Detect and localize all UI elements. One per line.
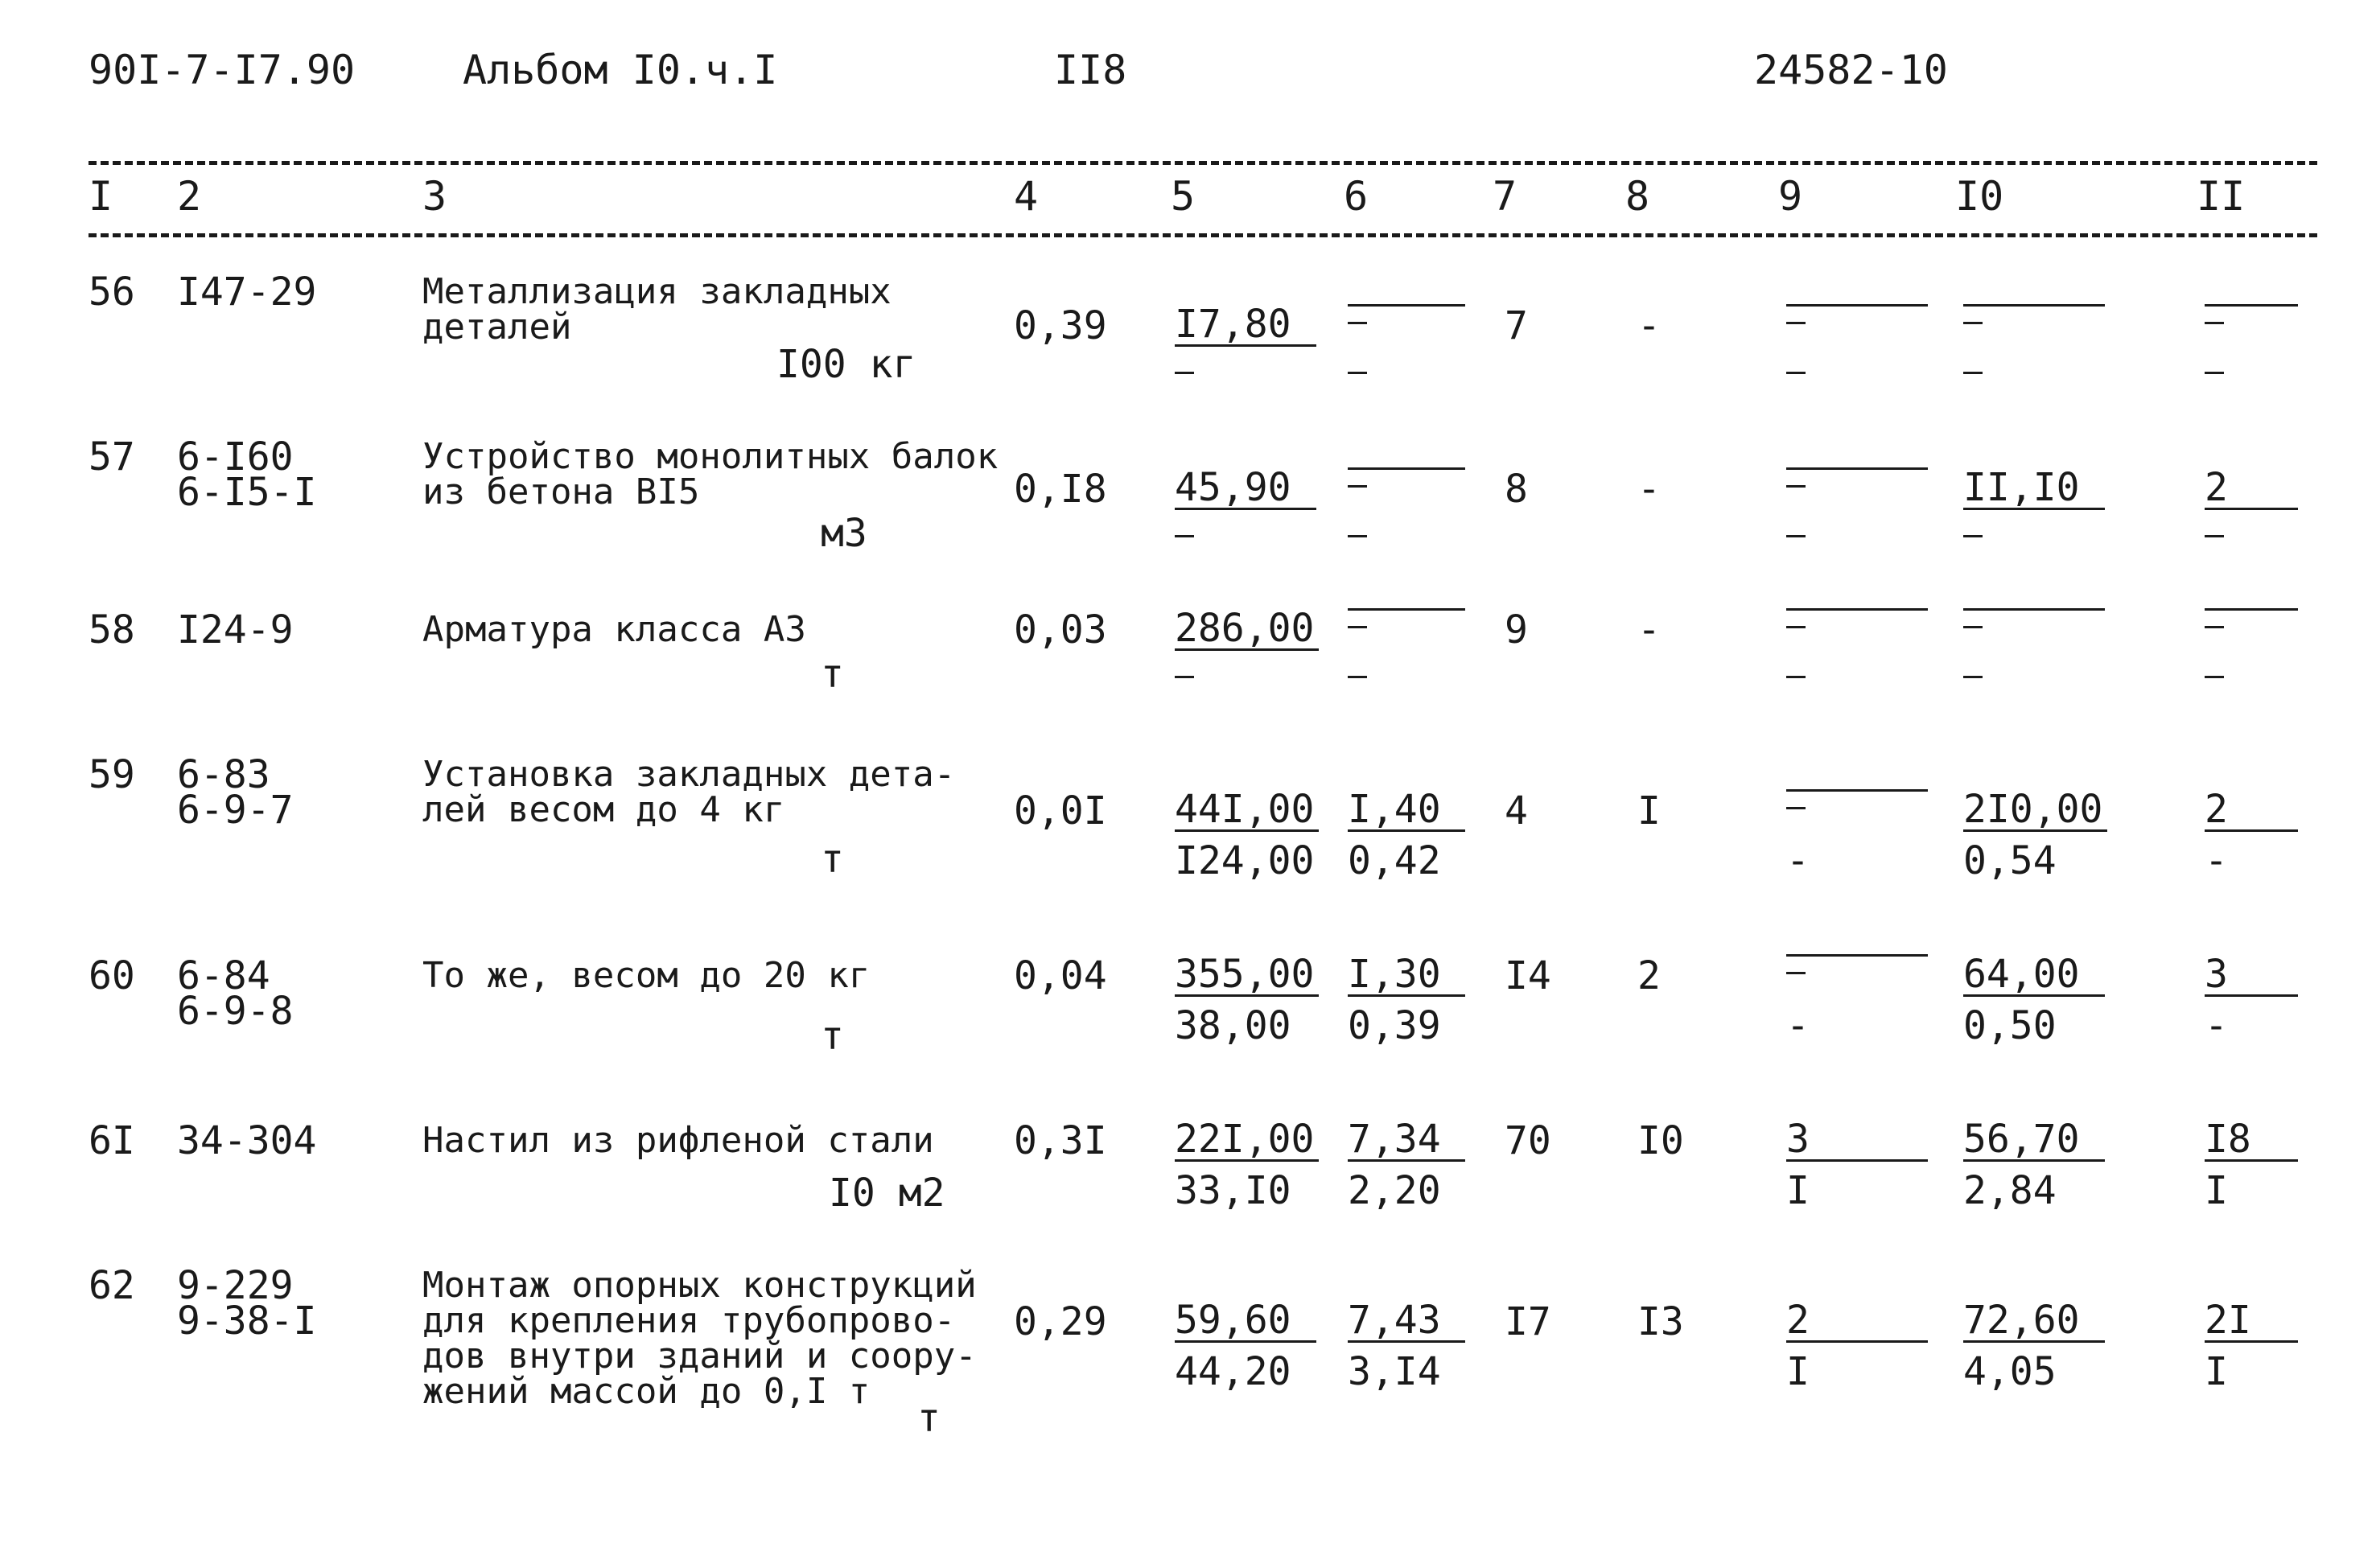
c10-denominator-dash <box>1963 372 1983 374</box>
c10-numerator: 72,60 <box>1963 1300 2105 1343</box>
column-header: I0 <box>1955 173 2004 220</box>
rate-code: 6-I60 <box>177 434 294 479</box>
c9-dash-mark <box>1786 322 1806 324</box>
c9-denominator: I <box>1786 1349 1810 1394</box>
col7-value: I4 <box>1505 953 1551 998</box>
c6-numerator: 7,43 <box>1348 1300 1465 1343</box>
column-header: II <box>2197 173 2246 220</box>
c9-denominator-dash <box>1786 676 1806 678</box>
work-description: Настил из рифленой стали <box>422 1120 934 1161</box>
rate-code: I47-29 <box>177 270 317 315</box>
c10-denominator: 4,05 <box>1963 1349 2057 1394</box>
rate-code: 34-304 <box>177 1118 317 1163</box>
rate-code: 6-84 <box>177 953 270 998</box>
work-description: жений массой до 0,I т <box>422 1371 871 1412</box>
rate-code-secondary: 6-9-8 <box>177 989 294 1034</box>
c10-numerator <box>1963 608 2105 611</box>
c9-denominator: I <box>1786 1168 1810 1213</box>
work-description: Устройство монолитных балок <box>422 436 999 477</box>
dashed-rule-top <box>89 161 2317 165</box>
c10-dash-mark <box>1963 626 1983 628</box>
c11-denominator: I <box>2205 1168 2228 1213</box>
c9-denominator-dash <box>1786 372 1806 374</box>
col8-value: I0 <box>1637 1118 1684 1163</box>
column-header: I <box>89 173 113 220</box>
c11-denominator: I <box>2205 1349 2228 1394</box>
document-code: 90I-7-I7.90 <box>89 47 356 93</box>
c5-numerator: 45,90 <box>1175 467 1316 510</box>
c6-numerator: I,30 <box>1348 954 1465 997</box>
column-header: 6 <box>1344 173 1369 220</box>
quantity-value: 0,I8 <box>1014 467 1107 512</box>
quantity-value: 0,04 <box>1014 953 1107 998</box>
c10-numerator: II,I0 <box>1963 467 2105 510</box>
c11-dash-mark <box>2205 322 2224 324</box>
c10-dash-mark <box>1963 322 1983 324</box>
c5-denominator: I24,00 <box>1175 838 1315 883</box>
row-number: 6I <box>89 1118 135 1163</box>
c5-numerator: I7,80 <box>1175 304 1316 347</box>
c11-numerator: 3 <box>2205 954 2298 997</box>
c6-denominator: 2,20 <box>1348 1168 1441 1213</box>
c11-numerator: 2 <box>2205 789 2298 832</box>
work-description: для крепления трубопрово- <box>422 1300 956 1341</box>
c11-numerator: I8 <box>2205 1119 2298 1162</box>
work-description: Металлизация закладных <box>422 271 892 312</box>
column-header: 5 <box>1171 173 1196 220</box>
c6-denominator: 0,39 <box>1348 1003 1441 1048</box>
c9-numerator <box>1786 467 1928 470</box>
c11-numerator: 2I <box>2205 1300 2298 1343</box>
work-description: дов внутри зданий и соору- <box>422 1335 977 1377</box>
c9-denominator: - <box>1786 1003 1810 1048</box>
row-number: 58 <box>89 607 135 652</box>
c6-denominator: 0,42 <box>1348 838 1441 883</box>
rate-code-secondary: 6-9-7 <box>177 788 294 833</box>
quantity-value: 0,0I <box>1014 788 1107 833</box>
col8-value: - <box>1637 467 1661 512</box>
unit-of-measure: т <box>821 652 844 697</box>
c5-denominator: 44,20 <box>1175 1349 1291 1394</box>
c6-numerator <box>1348 608 1465 611</box>
column-header: 4 <box>1014 173 1039 220</box>
c9-numerator <box>1786 608 1928 611</box>
column-header: 9 <box>1778 173 1803 220</box>
document-id: 24582-10 <box>1754 47 1948 93</box>
col7-value: 8 <box>1505 467 1528 512</box>
quantity-value: 0,3I <box>1014 1118 1107 1163</box>
row-number: 62 <box>89 1263 135 1308</box>
c6-dash-mark <box>1348 485 1367 488</box>
work-description: деталей <box>422 307 572 348</box>
c11-denominator-dash <box>2205 676 2224 678</box>
c11-denominator: - <box>2205 838 2228 883</box>
rate-code-secondary: 6-I5-I <box>177 470 317 515</box>
c10-denominator: 0,50 <box>1963 1003 2057 1048</box>
column-header: 2 <box>177 173 202 220</box>
work-description: лей весом до 4 кг <box>422 789 785 830</box>
col7-value: 9 <box>1505 607 1528 652</box>
c11-denominator-dash <box>2205 535 2224 537</box>
work-description: из бетона BI5 <box>422 471 700 512</box>
c9-numerator <box>1786 954 1928 957</box>
col8-value: 2 <box>1637 953 1661 998</box>
row-number: 57 <box>89 434 135 479</box>
quantity-value: 0,29 <box>1014 1299 1107 1344</box>
c9-numerator: 2 <box>1786 1300 1928 1343</box>
c9-denominator-dash <box>1786 535 1806 537</box>
c5-denominator: 38,00 <box>1175 1003 1291 1048</box>
c6-numerator: 7,34 <box>1348 1119 1465 1162</box>
unit-of-measure: т <box>821 1014 844 1059</box>
col7-value: 70 <box>1505 1118 1551 1163</box>
c10-denominator: 0,54 <box>1963 838 2057 883</box>
unit-of-measure: м3 <box>821 511 867 556</box>
column-header: 7 <box>1493 173 1517 220</box>
work-description: Установка закладных дета- <box>422 754 956 795</box>
column-header: 3 <box>422 173 447 220</box>
c10-numerator: 56,70 <box>1963 1119 2105 1162</box>
c6-dash-mark <box>1348 626 1367 628</box>
c6-numerator: I,40 <box>1348 789 1465 832</box>
unit-of-measure: т <box>821 837 844 882</box>
quantity-value: 0,39 <box>1014 303 1107 348</box>
c9-dash-mark <box>1786 626 1806 628</box>
work-description: То же, весом до 20 кг <box>422 955 871 996</box>
c6-dash-mark <box>1348 322 1367 324</box>
c11-dash-mark <box>2205 626 2224 628</box>
c5-numerator: 355,00 <box>1175 954 1319 997</box>
c9-dash-mark <box>1786 972 1806 974</box>
c11-numerator <box>2205 304 2298 307</box>
rate-code: I24-9 <box>177 607 294 652</box>
c6-denominator-dash <box>1348 676 1367 678</box>
c11-denominator: - <box>2205 1003 2228 1048</box>
quantity-value: 0,03 <box>1014 607 1107 652</box>
c5-numerator: 44I,00 <box>1175 789 1319 832</box>
c6-denominator-dash <box>1348 372 1367 374</box>
c9-denominator: - <box>1786 838 1810 883</box>
c5-denominator-dash <box>1175 676 1194 678</box>
row-number: 56 <box>89 270 135 315</box>
c6-denominator: 3,I4 <box>1348 1349 1441 1394</box>
c11-denominator-dash <box>2205 372 2224 374</box>
work-description: Монтаж опорных конструкций <box>422 1265 977 1306</box>
c10-numerator: 2I0,00 <box>1963 789 2107 832</box>
c5-numerator: 59,60 <box>1175 1300 1316 1343</box>
col8-value: I3 <box>1637 1299 1684 1344</box>
c5-denominator-dash <box>1175 372 1194 374</box>
col8-value: - <box>1637 303 1661 348</box>
c9-numerator <box>1786 789 1928 792</box>
dashed-rule-bottom <box>89 233 2317 237</box>
c10-denominator-dash <box>1963 676 1983 678</box>
c9-dash-mark <box>1786 485 1806 488</box>
col8-value: - <box>1637 607 1661 652</box>
c10-numerator <box>1963 304 2105 307</box>
col7-value: I7 <box>1505 1299 1551 1344</box>
c5-numerator: 22I,00 <box>1175 1119 1319 1162</box>
unit-of-measure: I0 м2 <box>829 1171 945 1216</box>
unit-of-measure: I00 кг <box>776 342 916 387</box>
c10-denominator-dash <box>1963 535 1983 537</box>
row-number: 59 <box>89 752 135 797</box>
album-label: Альбом I0.ч.I <box>463 47 778 93</box>
c6-numerator <box>1348 304 1465 307</box>
rate-code: 6-83 <box>177 752 270 797</box>
c5-denominator: 33,I0 <box>1175 1168 1291 1213</box>
c9-numerator <box>1786 304 1928 307</box>
c9-numerator: 3 <box>1786 1119 1928 1162</box>
column-header: 8 <box>1625 173 1650 220</box>
c10-denominator: 2,84 <box>1963 1168 2057 1213</box>
col8-value: I <box>1637 788 1661 833</box>
c5-numerator: 286,00 <box>1175 608 1319 651</box>
unit-of-measure: т <box>917 1396 941 1441</box>
c11-numerator <box>2205 608 2298 611</box>
c9-dash-mark <box>1786 807 1806 809</box>
work-description: Арматура класса A3 <box>422 609 806 650</box>
row-number: 60 <box>89 953 135 998</box>
c6-denominator-dash <box>1348 535 1367 537</box>
rate-code-secondary: 9-38-I <box>177 1298 317 1344</box>
c10-numerator: 64,00 <box>1963 954 2105 997</box>
rate-code: 9-229 <box>177 1263 294 1308</box>
col7-value: 4 <box>1505 788 1528 833</box>
col7-value: 7 <box>1505 303 1528 348</box>
c6-numerator <box>1348 467 1465 470</box>
c11-numerator: 2 <box>2205 467 2298 510</box>
c5-denominator-dash <box>1175 535 1194 537</box>
page-number: II8 <box>1054 47 1127 93</box>
